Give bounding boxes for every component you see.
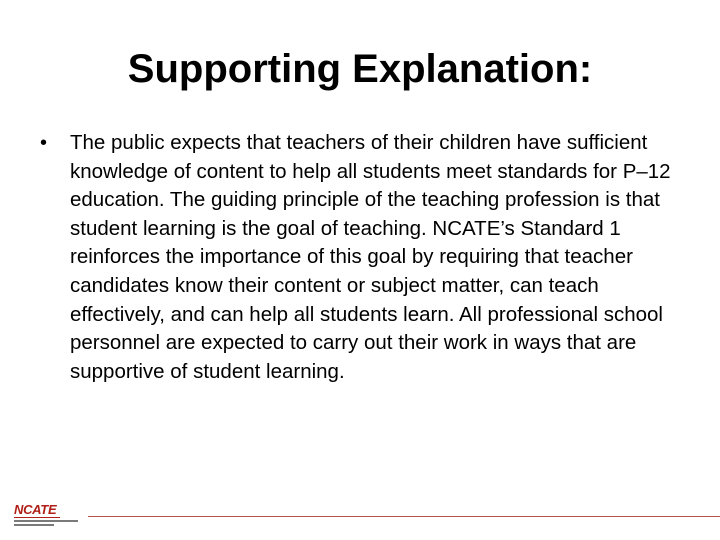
footer-divider [88,516,720,517]
bullet-list [36,129,691,386]
logo-fine-print [14,524,54,526]
logo-underline [14,517,60,518]
ncate-logo [14,503,84,527]
bullet-text: The public expects that teachers of their children have sufficient knowledge of content to help all students meet standards for P–12 education. The guiding principle of the teaching profession is that student learning is the goal of teaching. NCATE’s Standard 1 reinforces the importance of this goal by requiring that teacher candidates know their content or subject matter, can teach effectively, and can help all students learn. All professional school personnel are expected to carry out their work in ways that are supportive of student learning. [70,131,671,383]
logo-wordmark: NCATE [14,502,57,517]
bullet-item [36,129,691,386]
slide-title: Supporting Explanation: [127,47,593,91]
logo-fine-print [14,520,78,522]
bullet-marker: • [40,132,48,154]
